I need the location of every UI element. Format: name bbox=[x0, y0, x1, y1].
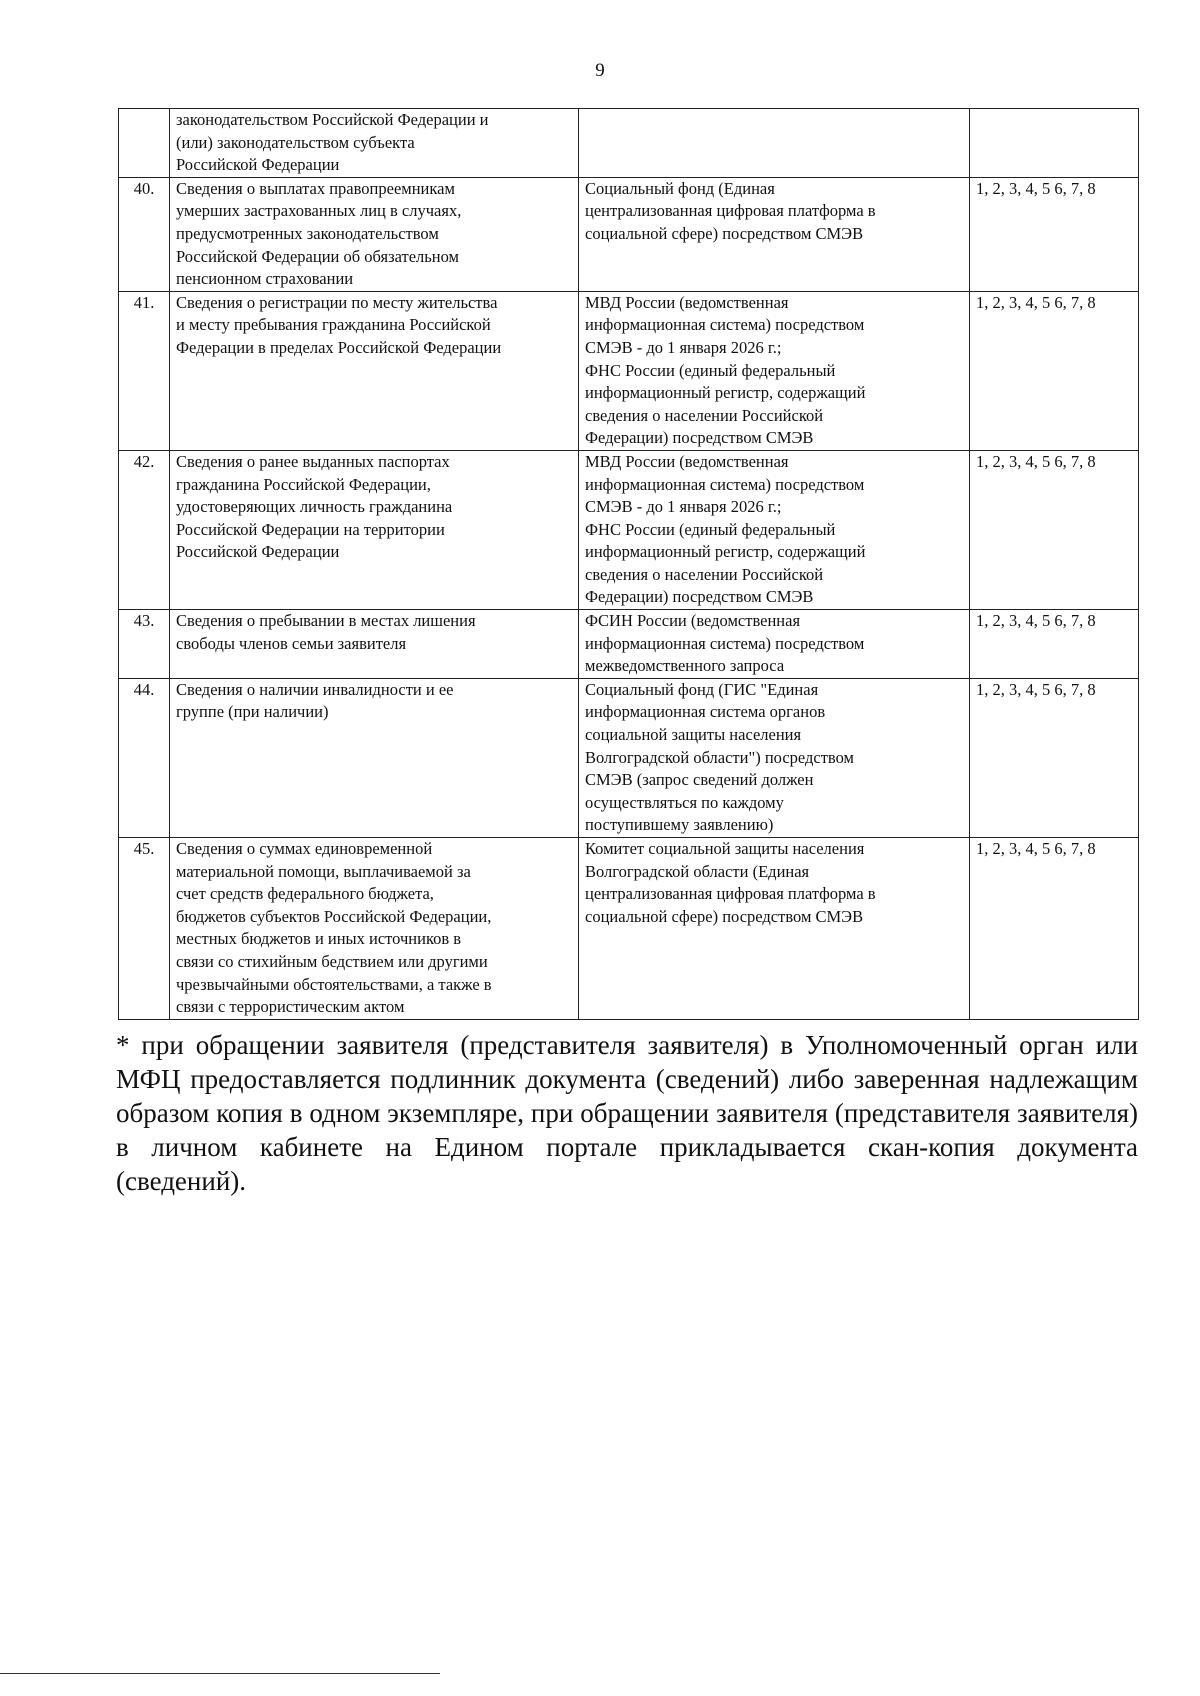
description-line: и месту пребывания гражданина Российской bbox=[176, 315, 491, 335]
source-line: СМЭВ (запрос сведений должен bbox=[585, 770, 814, 790]
source-line: информационный регистр, содержащий bbox=[585, 542, 866, 562]
row-number-cell bbox=[119, 109, 170, 178]
source-cell bbox=[579, 291, 970, 450]
table-body bbox=[119, 109, 1139, 1020]
row-number-cell: 42. bbox=[119, 450, 170, 609]
description-line: связи с террористическим актом bbox=[176, 997, 405, 1017]
source-line: Волгоградской области (Единая bbox=[585, 861, 810, 881]
footnote-text: * при обращении заявителя (представителя заявителя) в Уполномоченный орган или МФЦ предоставляется подлинник документа (сведений) либо заверенная надлежащим образом копия в одном экземпляре, при обращении заявителя (представителя заявителя) в личном кабинете на Едином портале прикладывается скан-копия документа (сведений). bbox=[116, 1030, 1138, 1196]
source-line: сведения о населении Российской bbox=[585, 564, 824, 584]
row-number-cell: 44. bbox=[119, 678, 170, 837]
source-line: централизованная цифровая платформа в bbox=[585, 201, 876, 221]
source-line: социальной сфере) посредством СМЭВ bbox=[585, 906, 864, 926]
source-cell bbox=[579, 678, 970, 837]
table-row bbox=[119, 291, 1139, 450]
source-line: Комитет социальной защиты населения bbox=[585, 839, 865, 858]
source-line: Социальный фонд (ГИС "Единая bbox=[585, 679, 819, 699]
description-line: Сведения о суммах единовременной bbox=[176, 839, 433, 858]
page-number: 9 bbox=[595, 60, 605, 81]
description-cell bbox=[170, 291, 579, 450]
description-line: Сведения о пребывании в местах лишения bbox=[176, 611, 476, 631]
description-cell bbox=[170, 450, 579, 609]
source-line: централизованная цифровая платформа в bbox=[585, 884, 876, 904]
categories-cell: 1, 2, 3, 4, 5 6, 7, 8 bbox=[970, 177, 1139, 291]
description-line: удостоверяющих личность гражданина bbox=[176, 497, 453, 517]
description-line: Российской Федерации на территории bbox=[176, 519, 445, 539]
description-line: местных бюджетов и иных источников в bbox=[176, 929, 462, 949]
source-line: СМЭВ - до 1 января 2026 г.; bbox=[585, 337, 782, 357]
source-line: МВД России (ведомственная bbox=[585, 451, 789, 471]
description-line: Сведения о ранее выданных паспортах bbox=[176, 451, 450, 471]
description-line: свободы членов семьи заявителя bbox=[176, 633, 407, 653]
source-line: социальной сфере) посредством СМЭВ bbox=[585, 223, 864, 243]
categories-cell: 1, 2, 3, 4, 5 6, 7, 8 bbox=[970, 450, 1139, 609]
description-line: связи со стихийным бедствием или другими bbox=[176, 951, 488, 971]
source-line: СМЭВ - до 1 января 2026 г.; bbox=[585, 497, 782, 517]
description-line: Федерации в пределах Российской Федерации bbox=[176, 337, 502, 357]
source-line: ФСИН России (ведомственная bbox=[585, 611, 801, 631]
description-line: гражданина Российской Федерации, bbox=[176, 474, 431, 494]
source-line: МВД России (ведомственная bbox=[585, 292, 789, 312]
source-line: межведомственного запроса bbox=[585, 656, 785, 676]
source-cell bbox=[579, 838, 970, 1020]
description-line: чрезвычайными обстоятельствами, а также в bbox=[176, 974, 492, 994]
categories-cell: 1, 2, 3, 4, 5 6, 7, 8 bbox=[970, 678, 1139, 837]
source-line: информационный регистр, содержащий bbox=[585, 383, 866, 403]
source-cell bbox=[579, 177, 970, 291]
source-line: поступившему заявлению) bbox=[585, 815, 774, 835]
categories-cell: 1, 2, 3, 4, 5 6, 7, 8 bbox=[970, 838, 1139, 1020]
description-line: предусмотренных законодательством bbox=[176, 223, 439, 243]
description-line: Сведения о регистрации по месту жительства bbox=[176, 292, 498, 312]
description-line: Российской Федерации bbox=[176, 155, 340, 175]
source-line: сведения о населении Российской bbox=[585, 405, 824, 425]
source-line: информационная система) посредством bbox=[585, 474, 865, 494]
footnote bbox=[116, 1028, 1138, 1198]
source-line: информационная система) посредством bbox=[585, 315, 865, 335]
source-line: Социальный фонд (Единая bbox=[585, 178, 775, 198]
source-line: ФНС России (единый федеральный bbox=[585, 360, 836, 380]
source-line: осуществляться по каждому bbox=[585, 792, 784, 812]
source-line: ФНС России (единый федеральный bbox=[585, 519, 836, 539]
description-line: материальной помощи, выплачиваемой за bbox=[176, 861, 471, 881]
source-cell bbox=[579, 450, 970, 609]
description-cell bbox=[170, 838, 579, 1020]
documents-table bbox=[118, 108, 1139, 1020]
description-line: пенсионном страховании bbox=[176, 269, 354, 289]
description-line: Российской Федерации bbox=[176, 542, 340, 562]
table-row bbox=[119, 109, 1139, 178]
categories-cell: 1, 2, 3, 4, 5 6, 7, 8 bbox=[970, 610, 1139, 679]
source-cell bbox=[579, 610, 970, 679]
description-cell bbox=[170, 177, 579, 291]
source-line: Волгоградской области") посредством bbox=[585, 747, 854, 767]
description-line: Сведения о выплатах правопреемникам bbox=[176, 178, 455, 198]
description-line: бюджетов субъектов Российской Федерации, bbox=[176, 906, 492, 926]
categories-cell: 1, 2, 3, 4, 5 6, 7, 8 bbox=[970, 291, 1139, 450]
description-line: умерших застрахованных лиц в случаях, bbox=[176, 201, 462, 221]
description-line: счет средств федерального бюджета, bbox=[176, 884, 434, 904]
source-line: Федерации) посредством СМЭВ bbox=[585, 587, 814, 607]
row-number-cell: 43. bbox=[119, 610, 170, 679]
source-cell bbox=[579, 109, 970, 178]
description-line: Сведения о наличии инвалидности и ее bbox=[176, 679, 454, 699]
categories-cell bbox=[970, 109, 1139, 178]
source-line: социальной защиты населения bbox=[585, 725, 802, 745]
table-row bbox=[119, 838, 1139, 1020]
source-line: информационная система) посредством bbox=[585, 633, 865, 653]
description-cell bbox=[170, 109, 579, 178]
table-row bbox=[119, 610, 1139, 679]
bottom-rule bbox=[0, 1673, 440, 1674]
description-line: законодательством Российской Федерации и bbox=[176, 110, 489, 129]
table-row bbox=[119, 450, 1139, 609]
row-number-cell: 45. bbox=[119, 838, 170, 1020]
description-line: группе (при наличии) bbox=[176, 702, 329, 722]
table-row bbox=[119, 678, 1139, 837]
description-line: Российской Федерации об обязательном bbox=[176, 246, 459, 266]
row-number-cell: 40. bbox=[119, 177, 170, 291]
description-cell bbox=[170, 610, 579, 679]
row-number-cell: 41. bbox=[119, 291, 170, 450]
table-row bbox=[119, 177, 1139, 291]
source-line: информационная система органов bbox=[585, 702, 826, 722]
source-line: Федерации) посредством СМЭВ bbox=[585, 428, 814, 448]
description-line: (или) законодательством субъекта bbox=[176, 132, 415, 152]
description-cell bbox=[170, 678, 579, 837]
